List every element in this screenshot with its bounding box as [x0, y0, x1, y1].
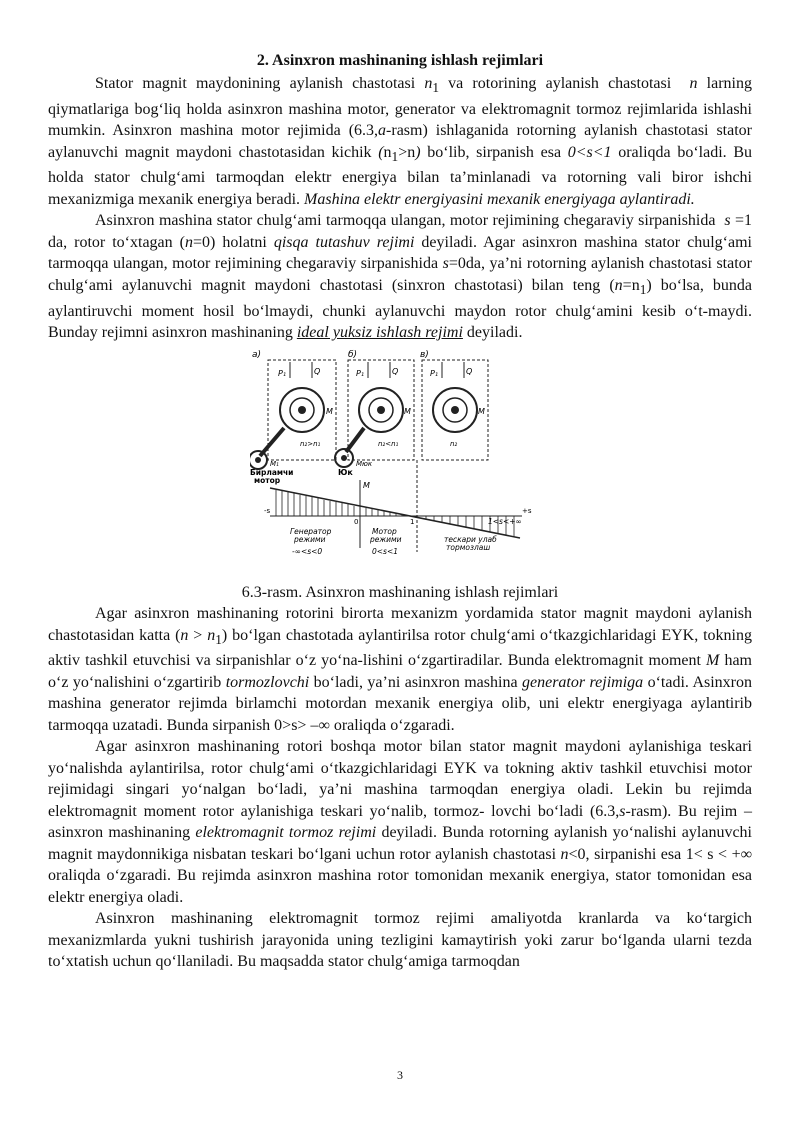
figure-caption: 6.3-rasm. Asinxron mashinaning ishlash rejimlari	[241, 583, 559, 601]
panel-label-a: a)	[252, 349, 262, 360]
svg-text:M₁: M₁	[270, 459, 279, 468]
svg-text:P₁: P₁	[430, 368, 439, 378]
svg-text:M: M	[478, 406, 485, 416]
machine-panel-b	[335, 360, 414, 468]
paragraph-5: Asinxron mashinaning elektromagnit tormoz rejimi amaliyotda kranlarda va ko‘targich mexanizmlarda yukni tushirish jarayonida uning tezligini kamaytirish yoki zarur bo‘lganda ularni tezda to‘xtatish uchun qo‘llaniladi. Bu maqsadda stator chulg‘amiga tarmoqdan	[48, 910, 752, 971]
paragraph-4: Agar asinxron mashinaning rotori boshqa motor bilan stator magnit maydoni aylanishiga teskari yo‘nalishda aylantirilsa, rotor chulg‘ami o‘tkazgichlaridagi EYK va tokning aktiv tashkil etuvchisi motor rejimidagi singari yo‘nalgan bo‘ladi, ya’ni mashina tarmoqdan energiya oladi. Lekin bu rejimda elektromagnit moment rotor aylanishiga teskari yo‘nalib, tormoz- lovchi bo‘ladi (6.3,s-rasm). Bu rejim – asinxron mashinaning elektromagnit tormoz rejimi deyiladi. Bunda rotorning aylanish yo‘nalishi aylanuvchi magnit maydonnikiga nisbatan teskari bo‘lgani uchun rotor aylanish chastotasi n<0, sirpanishi esa 1< s < +∞ oraliqda o‘zgaradi. Bu rejimda asinxron mashina rotor tomonidan mexanik energiya, stator tomonidan esa elektr energiya oladi.	[48, 738, 753, 906]
brake-region-2: тормозлаш	[446, 542, 491, 552]
svg-text:P₁: P₁	[356, 368, 365, 378]
generator-region-1: Генератор	[290, 526, 332, 536]
page-number: 3	[397, 1068, 403, 1082]
motor-region-1: Мотор	[372, 526, 397, 536]
document-page	[48, 50, 752, 973]
paragraph-1: Stator magnit maydonining aylanish chastotasi $n_1$ va rotorining aylanish chastotasi n larning qiymatlariga bog‘liq holda asinxron mashina motor, generator va elektromagnit tormoz rejimlarida ishlashi mumkin. Asinxron mashina motor rejimida (6.3,a-rasm) ishlaganida rotorning aylanish chastotasi stator aylanuvchi magnit maydoni chastotasidan kichik $(n_1>n)$ bo‘lib, sirpanish esa 0<s<1 oraliqda bo‘ladi. Bu holda stator chulg‘ami tarmoqdan elektr energiya bilan ta’minlanadi va rotorning vali biror ishchi mexanizmiga mexanik energiya beradi. Mashina elektr energiyasini mexanik energiyaga aylantiradi.	[48, 75, 753, 208]
svg-text:Q: Q	[392, 366, 399, 376]
svg-text:Q: Q	[314, 366, 321, 376]
tick-one: 1	[410, 517, 415, 526]
paragraph-2: Asinxron mashina stator chulg‘ami tarmoqqa ulangan, motor rejimining chegaraviy sirpanishida s =1 da, rotor to‘xtagan (n=0) holatni qisqa tutashuv rejimi deyiladi. Agar asinxron mashina stator chulg‘ami tarmoqqa ulangan, motor rejimining chegaraviy sirpanishida s=0da, ya’ni rotorning aylanish chastotasi stator chulg‘ami aylanuvchi magnit maydoni chastotasi (sinxron chastotasi) bilan teng $(n=n_1)$ bo‘lsa, bunda aylantiruvchi moment hosil bo‘lmaydi, chunki aylanuvchi maydon rotor chulg‘amini kesib o‘t-maydi. Bunday rejimni asinxron mashinaning ideal yuksiz ishlash rejimi deyiladi.	[48, 212, 753, 342]
load-label: Юк	[338, 467, 353, 477]
svg-text:n₂: n₂	[450, 439, 458, 448]
panel-label-c: в)	[420, 349, 429, 360]
panel-label-b: б)	[348, 349, 358, 360]
svg-text:P₁: P₁	[278, 368, 287, 378]
svg-text:M: M	[326, 406, 333, 416]
svg-text:n₂>n₁: n₂>n₁	[300, 439, 321, 448]
generator-region-2: режими	[294, 534, 326, 544]
operating-modes-diagram	[250, 348, 550, 578]
svg-text:M: M	[404, 406, 411, 416]
brake-region-3: 1<s<+∞	[488, 516, 522, 526]
brake-region-1: тескари улаб	[444, 534, 497, 544]
svg-text:n₂<n₁: n₂<n₁	[378, 439, 399, 448]
moment-label: M	[363, 480, 370, 490]
motor-region-3: 0<s<1	[372, 546, 399, 556]
mode-region-labels	[290, 517, 522, 556]
machine-panel-c	[422, 360, 488, 460]
axis-right-label: +s	[522, 506, 532, 515]
prime-mover-label-1: Бирламчи	[250, 467, 294, 477]
generator-region-3: -∞<s<0	[292, 546, 323, 556]
svg-text:Q: Q	[466, 366, 473, 376]
paragraph-3: Agar asinxron mashinaning rotorini birorta mexanizm yordamida stator magnit maydoni aylanish chastotasidan katta $(n > n_1)$ bo‘lgan chastotada aylantirilsa rotor chulg‘ami o‘tkazgichlaridagi EYK, tokning aktiv tashkil etuvchisi va sirpanishlar o‘z yo‘na-lishini o‘zgartiradilar. Bunda elektromagnit moment M ham o‘z yo‘nalishini o‘zgartirib tormozlovchi bo‘ladi, ya’ni asinxron mashina generator rejimiga o‘tadi. Asinxron mashina generator rejimda birlamchi motordan mexanik energiya olib, uni elektr energiyaga aylantirib tarmoqqa uzatadi. Bunda sirpanish 0>s> –∞ oraliqda o‘zgaradi.	[48, 605, 753, 734]
machine-panel-a	[250, 360, 336, 469]
prime-mover-label-2: мотор	[254, 475, 281, 485]
section-title: 2. Asinxron mashinaning ishlash rejimlari	[256, 52, 544, 69]
svg-text:Mюк: Mюк	[356, 459, 373, 468]
tick-zero: 0	[354, 517, 359, 526]
axis-left-label: -s	[264, 506, 271, 515]
motor-region-2: режими	[370, 534, 402, 544]
figure-6-3	[250, 348, 550, 578]
